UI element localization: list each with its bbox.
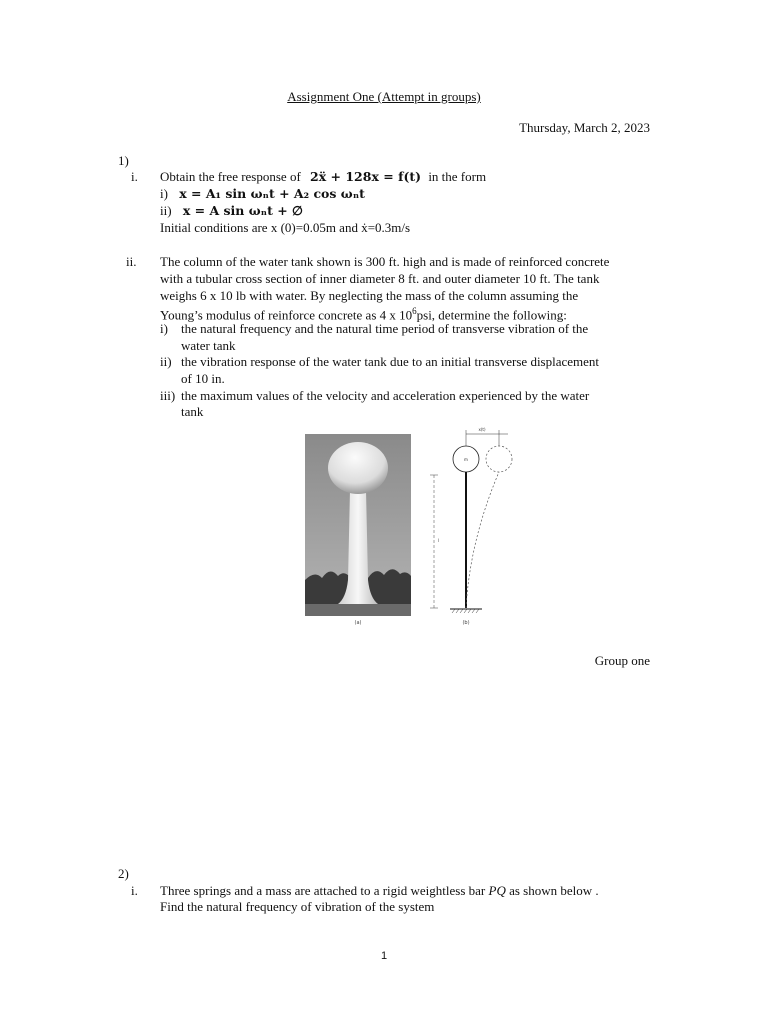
q1-prompt-before: Obtain the free response of xyxy=(160,169,301,184)
page-number: 1 xyxy=(380,950,388,962)
q1-item-2-label: ii) xyxy=(160,354,172,369)
water-tank-figure xyxy=(270,420,523,630)
displacement-label: x(t) xyxy=(478,427,486,432)
q2-line-1-text: Three springs and a mass are attached to a rigid weightless bar xyxy=(160,883,486,898)
q2-part-i-line-2: Find the natural frequency of vibration of the system xyxy=(160,899,435,914)
q1-item-3-text-cont: tank xyxy=(181,404,204,419)
q1-item-2-text-cont: of 10 in. xyxy=(181,371,225,386)
mass-label: m xyxy=(464,457,468,462)
exponent: 6 xyxy=(412,306,417,316)
q1-item-2-text: the vibration response of the water tank due to an initial transverse displacement xyxy=(181,354,600,369)
displaced-mass-circle xyxy=(486,446,512,472)
q1-form-2-label: ii) xyxy=(160,203,172,218)
q1-form-1-label: i) xyxy=(160,186,168,201)
q2-line-1-end: as shown below . xyxy=(509,883,599,898)
q1-part-ii-line-1: The column of the water tank shown is 300 ft. high and is made of reinforced concrete xyxy=(160,254,610,269)
question-1-number: 1) xyxy=(118,153,129,168)
length-label: l xyxy=(438,538,440,543)
line-4-text: Young’s modulus of reinforce concrete as 4 x 10 xyxy=(160,307,413,323)
q1-form-1-equation: x = A₁ sin ωₙt + A₂ cos ωₙt xyxy=(179,186,365,201)
question-2-number: 2) xyxy=(118,866,129,881)
q1-item-1-text: the natural frequency and the natural time period of transverse vibration of the xyxy=(181,321,589,336)
q1-part-ii-line-2: with a tubular cross section of inner diameter 8 ft. and outer diameter 10 ft. The tank xyxy=(160,271,600,286)
q1-initial-conditions: Initial conditions are x (0)=0.05m and ẋ=0.3m/s xyxy=(160,220,411,235)
q1-form-2 xyxy=(160,202,303,219)
water-tank-figure-svg xyxy=(270,420,523,630)
q1-form-1 xyxy=(160,185,365,202)
q1-prompt-after: in the form xyxy=(428,169,487,184)
figure-label-a: (a) xyxy=(354,620,362,626)
q1-item-1-label: i) xyxy=(160,321,168,336)
q1-equation: 2ẍ + 128x = f(t) xyxy=(310,169,422,184)
q1-item-3-text: the maximum values of the velocity and acceleration experienced by the water xyxy=(181,388,590,403)
q1-item-3-label: iii) xyxy=(160,388,176,403)
figure-label-b: (b) xyxy=(462,620,470,626)
q2-part-i-marker: i. xyxy=(131,883,138,898)
line-4-end: psi, determine the following: xyxy=(416,307,567,323)
ground xyxy=(305,604,411,616)
q1-form-2-equation: x = A sin ωₙt + ∅ xyxy=(182,203,303,218)
deflected-column-curve xyxy=(466,472,499,608)
page-title: Assignment One (Attempt in groups) xyxy=(287,89,481,104)
assignment-date: Thursday, March 2, 2023 xyxy=(519,120,650,135)
q1-part-i-prompt xyxy=(160,168,486,185)
base-hatching xyxy=(452,609,479,613)
q1-part-ii-line-3: weighs 6 x 10 lb with water. By neglecting the mass of the column assuming the xyxy=(160,288,579,303)
q2-part-i-line-1 xyxy=(160,882,599,899)
group-label: Group one xyxy=(594,653,650,668)
bar-name: PQ xyxy=(488,883,506,898)
q1-part-ii-marker: ii. xyxy=(126,254,137,269)
q1-item-1-text-cont: water tank xyxy=(181,338,236,353)
tank-globe xyxy=(328,442,388,494)
q1-part-i-marker: i. xyxy=(131,169,138,184)
